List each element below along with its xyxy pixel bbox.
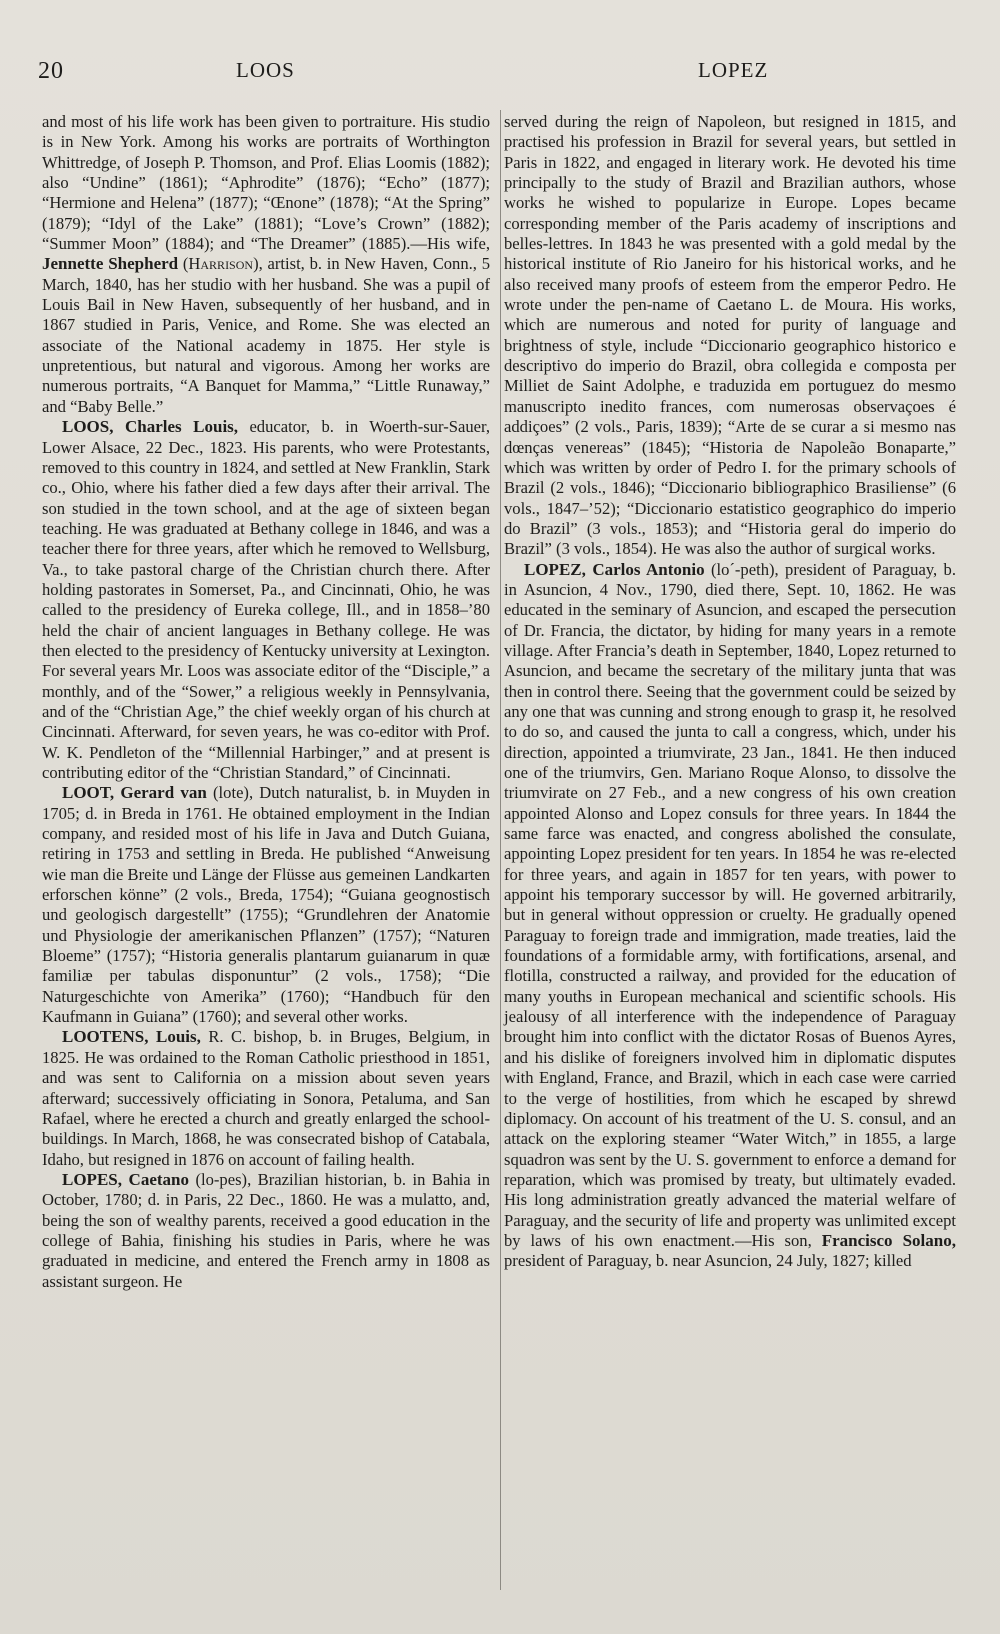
right-column <box>504 112 956 1272</box>
entry-text: (lo-pes), Brazilian historian, b. in Bahia in October, 1780; d. in Paris, 22 Dec., 1860. He was a mulatto, and, being the son of wealthy parents, received a good education in the college of Bahia, finishing his studies in Paris, where he was graduated in medicine, and entered the French army in 1808 as assistant surgeon. He <box>42 1169 490 1291</box>
entry-loos <box>42 417 490 783</box>
paragraph-text: ( <box>178 254 189 274</box>
continued-entry-paragraph <box>42 112 490 417</box>
entry-headword: LOOT, Gerard van <box>62 783 207 803</box>
entry-lopez <box>504 560 956 1272</box>
maiden-name: Harrison <box>188 254 254 274</box>
entry-name: Francisco Solano, <box>821 1230 956 1250</box>
entry-headword: LOOS, Charles Louis, <box>62 417 239 437</box>
entry-name: Jennette Shepherd <box>42 254 179 274</box>
right-running-title: LOPEZ <box>698 58 769 82</box>
entry-text: educator, b. in Woerth-sur-Sauer, Lower Alsace, 22 Dec., 1823. His parents, who were Protestants, removed to this country in 1824, and settled at New Franklin, Stark co., Ohio, where his father died a few days after their arrival. The son studied in the town school, and at the age of sixteen began teaching. He was graduated at Bethany college in 1846, and was a teacher there for three years, after which he removed to Wellsburg, Va., to take pastoral charge of the Christian church there. After holding pastorates in Somerset, Pa., and Cincinnati, Ohio, he was called to the presidency of Eureka college, Ill., and in 1858–’80 held the chair of ancient languages in Bethany college. He was then elected to the presidency of Kentucky university at Lexington. For several years Mr. Loos was associate editor of the “Disciple,” a monthly, and of the “Sower,” a religious weekly in Pennsylvania, and of the “Christian Age,” the chief weekly organ of his church at Cincinnati. Afterward, for seven years, he was co-editor with Prof. W. K. Pendleton of the “Millennial Harbinger,” and at present is contributing editor of the “Christian Standard,” of Cincinnati. <box>42 417 490 782</box>
left-column <box>42 112 490 1292</box>
column-divider <box>500 110 501 1590</box>
entry-text: (lo´-peth), president of Paraguay, b. in Asuncion, 4 Nov., 1790, died there, Sept. 10, 1862. He was educated in the seminary of Asuncion, and escaped the persecution of Dr. Francia, the dictator, by hiding for many years in a remote village. After Francia’s death in September, 1840, Lopez returned to Asuncion, and became the secretary of the military junta that was then in control there. Seeing that the government could be seized by any one that was cunning and strong enough to grasp it, he resolved to do so, and caused the junta to call a congress, which, under his direction, appointed a triumvirate, 23 Jan., 1841. He then induced one of the triumvirs, Gen. Mariano Roque Alonso, to dissolve the triumvirate on 27 Feb., and a new congress of his own creation appointed Alonso and Lopez consuls for three years. In 1844 the same farce was enacted, and congress abolished the consulate, appointing Lopez president for ten years. In 1854 he was re-elected for three years, and again in 1857 for ten years, with power to appoint his temporary successor by will. He governed arbitrarily, but in general without oppression or cruelty. He gradually opened Paraguay to foreign trade and immigration, made treaties, laid the foundations of a formidable army, with fortifications, arsenal, and flotilla, constructed a railway, and provided for the education of many youths in European mechanical and scientific schools. His jealousy of all interference with the independence of Paraguay brought him into conflict with the dictator Rosas of Buenos Ayres, and his dislike of foreigners involved him in diplomatic disputes with England, France, and Brazil, which in each case were carried to the verge of hostilities, from which he escaped by shrewd diplomacy. On account of his treatment of the U. S. consul, and an attack on the exploring steamer “Water Witch,” in 1855, a large squadron was sent by the U. S. government to enforce a demand for reparation, which was promised by treaty, but ultimately evaded. His long administration greatly advanced the material welfare of Paraguay, and the security of life and property was unlimited except by laws of his own enactment.—His son, <box>504 559 957 1250</box>
entry-text: president of Paraguay, b. near Asuncion, 24 July, 1827; killed <box>504 1251 912 1271</box>
entry-loot <box>42 783 490 1027</box>
running-header <box>38 58 958 92</box>
entry-text: (lote), Dutch naturalist, b. in Muyden in 1705; d. in Breda in 1761. He obtained employment in the Indian company, and resided most of his life in Java and Dutch Guiana, retiring in 1753 and settling in Breda. He published “Anweisung wie man die Breite und Länge der Flüsse aus gemeinen Landkarten erforschen könne” (2 vols., Breda, 1754); “Guiana geognostisch und geologisch dargestellt” (1755); “Grundlehren der Anatomie und Physiologie der amerikanischen Pflanzen” (1757); “Naturen Bloeme” (1757); “Historia generalis plantarum guianarum in quæ familiæ per tabulas disponuntur” (2 vols., 1758); “Die Naturgeschichte von Amerika” (1760); “Handbuch für den Kaufmann in Guiana” (1760); and several other works. <box>42 783 490 1027</box>
page-number: 20 <box>38 58 64 84</box>
entry-headword: LOPES, Caetano <box>62 1169 189 1189</box>
paragraph-text: and most of his life work has been given to portraiture. His studio is in New York. Among his works are portraits of Worthington Whittredge, of Joseph P. Thomson, and Prof. Elias Loomis (1882); also “Undine” (1861); “Aphrodite” (1876); “Echo” (1877); “Hermione and Helena” (1877); “Œnone” (1878); “At the Spring” (1879); “Idyl of the Lake” (1881); “Love’s Crown” (1882); “Summer Moon” (1884); and “The Dreamer” (1885).—His wife, <box>42 112 490 254</box>
continued-entry-paragraph: served during the reign of Napoleon, but resigned in 1815, and practised his profession in Brazil for several years, but settled in Paris in 1822, and engaged in literary work. He devoted his time principally to the study of Brazil and Brazilian authors, whose works he wished to popularize in Europe. Lopes became corresponding member of the Paris academy of inscriptions and belles-lettres. In 1843 he was presented with a gold medal by the historical institute of Rio Janeiro for his historical works, and he also received many proofs of esteem from the emperor Pedro. He wrote under the pen-name of Caetano L. de Moura. His works, which are numerous and noted for purity of language and brightness of style, include “Diccionario geographico historico e descriptivo do imperio do Brazil, obra collegida e composta per Milliet de Saint Adolphe, e traduzida em portuguez do mesmo manuscripto inedito frances, com numerosas observaçoes é addiçoes” (2 vols., Paris, 1839); “Arte de se curar a si mesmo nas dœnças venereas” (1845); “Historia de Napoleão Bonaparte,” which was written by order of Pedro I. for the primary schools of Brazil (2 vols., 1846); “Diccionario bibliographico Brasiliense” (6 vols., 1847–’52); “Diccionario estatistico geographico do imperio do Brazil” (3 vols., 1853); and “Historia geral do imperio do Brazil” (3 vols., 1854). He was also the author of surgical works. <box>504 112 956 559</box>
entry-headword: LOOTENS, Louis, <box>62 1027 201 1047</box>
entry-text: R. C. bishop, b. in Bruges, Belgium, in 1825. He was ordained to the Roman Catholic priesthood in 1851, and was sent to California on a mission about seven years afterward; successively officiating in Sonora, Petaluma, and San Rafael, where he erected a church and greatly enlarged the school-buildings. In March, 1868, he was consecrated bishop of Catabala, Idaho, but resigned in 1876 on account of failing health. <box>42 1027 490 1169</box>
paragraph-text: ), artist, b. in New Haven, Conn., 5 March, 1840, has her studio with her husband. She was a pupil of Louis Bail in New Haven, subsequently of her husband, and in 1867 studied in Paris, Venice, and Rome. She was elected an associate of the National academy in 1875. Her style is unpretentious, but natural and vigorous. Among her works are numerous portraits, “A Banquet for Mamma,” “Little Runaway,” and “Baby Belle.” <box>42 254 490 416</box>
entry-headword: LOPEZ, Carlos Antonio <box>524 559 705 579</box>
entry-lootens <box>42 1027 490 1169</box>
left-running-title: LOOS <box>236 58 295 82</box>
entry-lopes <box>42 1170 490 1292</box>
